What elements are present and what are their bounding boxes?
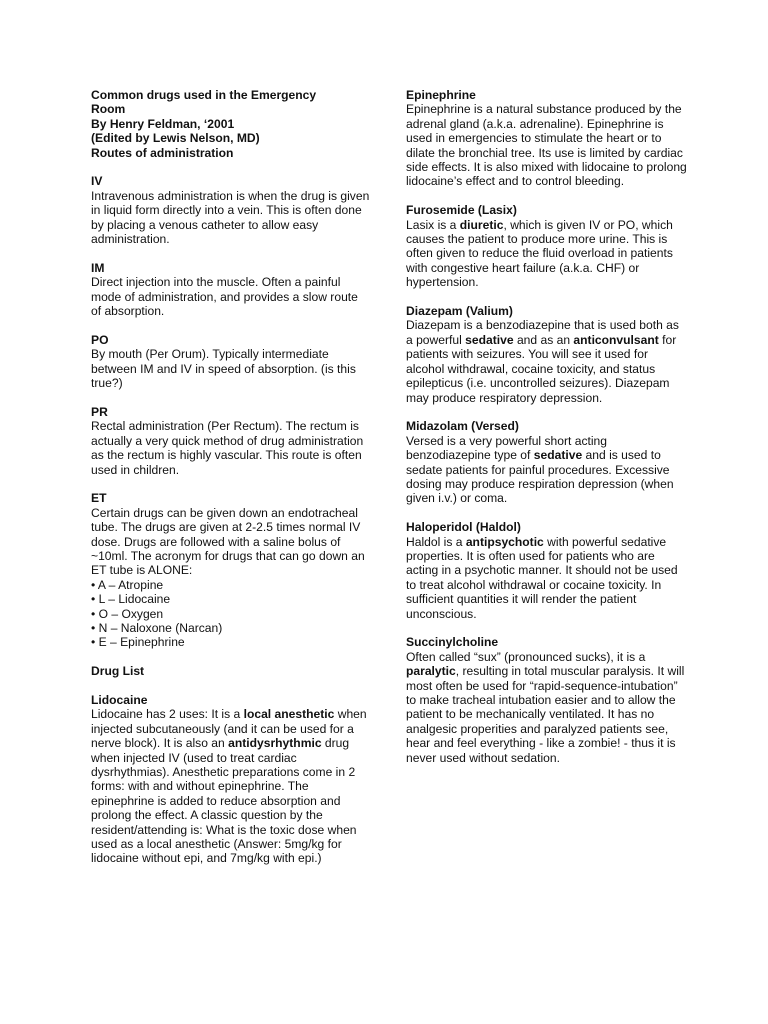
route-pr-section [91, 405, 371, 477]
bold-term: paralytic [406, 664, 456, 679]
drug-furosemide-heading: Furosemide (Lasix) [406, 203, 517, 218]
drug-epinephrine-text: Epinephrine is a natural substance produced by the adrenal gland (a.k.a. adrenaline). Epinephrine is used in emergencies to stimulate the heart or to dilate the bronchial tree. Its use is limited by cardiac side effects. It is also mixed with lidocaine to prolong lidocaine’s effect and to control bleeding. [406, 102, 687, 189]
list-item: • A – Atropine [91, 577, 164, 592]
text-run: Diazepam is a benzodiazepine that is used both as a powerful [406, 318, 679, 347]
drug-midazolam-section [406, 419, 688, 505]
text-run: , resulting in total muscular paralysis. It will most often be used for “rapid-sequence-intubation” to make tracheal intubation easier and to allow the patient to be mechanically ventilated. It has no analgesic properities and paralyzed patients see, hear and feel everything - like a zombie! - thus it is never used without sedation. [406, 664, 685, 765]
drug-lidocaine-text [91, 707, 371, 865]
route-iv-text: Intravenous administration is when the drug is given in liquid form directly into a vein. This is often done by placing a venous catheter to allow easy administration. [91, 188, 370, 247]
route-po-section [91, 333, 371, 391]
drug-midazolam-heading: Midazolam (Versed) [406, 419, 519, 434]
bold-term: antidysrhythmic [228, 736, 322, 751]
bold-term: anticonvulsant [573, 332, 659, 347]
text-run: and as an [513, 332, 574, 347]
document-title-line-1: Common drugs used in the Emergency [91, 88, 317, 102]
bold-term: diuretic [459, 217, 504, 232]
text-run: when injected subcutaneously (and it can be used for a nerve block). It is also an [91, 707, 367, 751]
list-item: • N – Naloxone (Narcan) [91, 620, 223, 635]
drug-haloperidol-text [406, 535, 688, 621]
route-iv-section [91, 174, 371, 246]
text-run: drug when injected IV (used to treat cardiac dysrhythmias). Anesthetic preparations come in 2 forms: with and without epinephrine. The epinephrine is added to reduce absorption and prolong the effect. A classic question by the resident/attending is: What is the toxic dose when used as a local anesthetic (Answer: 5mg/kg for lidocaine without epi, and 7mg/kg with epi.) [91, 736, 357, 866]
route-pr-heading: PR [91, 404, 108, 419]
drug-furosemide-text [406, 218, 688, 290]
document-title-line-2: Room [91, 102, 126, 117]
route-pr-text: Rectal administration (Per Rectum). The rectum is actually a very quick method of drug administration as the rectum is highly vascular. This route is often used in children. [91, 419, 364, 477]
right-column [406, 88, 688, 779]
drug-lidocaine-section [91, 693, 371, 866]
text-run: with powerful sedative properties. It is often used for patients who are acting in a psychotic manner. It should not be used to treat alcohol withdrawal or cocaine toxicity. In sufficient quantities it will render the patient unconscious. [406, 534, 678, 621]
drug-succinylcholine-section [406, 635, 688, 765]
list-item: • E – Epinephrine [91, 635, 185, 650]
bold-term: sedative [533, 448, 583, 463]
alone-acronym-list [91, 578, 371, 650]
section-title-routes: Routes of administration [91, 145, 234, 160]
list-item: • O – Oxygen [91, 606, 164, 621]
drug-succinylcholine-heading: Succinylcholine [406, 635, 499, 650]
text-run: for patients with seizures. You will see it used for alcohol withdrawal, cocaine toxicity, and status epilepticus (i.e. uncontrolled seizures). Diazepam may produce respiratory depression. [406, 332, 677, 405]
drug-list-heading-section [91, 664, 371, 678]
list-item: • L – Lidocaine [91, 592, 171, 607]
drug-haloperidol-heading: Haloperidol (Haldol) [406, 520, 521, 535]
drug-epinephrine-section [406, 88, 688, 189]
drug-furosemide-section [406, 203, 688, 289]
left-column [91, 88, 371, 880]
drug-diazepam-section [406, 304, 688, 405]
drug-epinephrine-heading: Epinephrine [406, 88, 476, 102]
drug-diazepam-heading: Diazepam (Valium) [406, 304, 513, 319]
drug-diazepam-text [406, 318, 688, 404]
route-et-text: Certain drugs can be given down an endotracheal tube. The drugs are given at 2-2.5 times normal IV dose. Drugs are followed with a saline bolus of ~10ml. The acronym for drugs that can go down an ET tube is ALONE: [91, 505, 365, 578]
drug-succinylcholine-text [406, 650, 688, 765]
route-po-text: By mouth (Per Orum). Typically intermediate between IM and IV in speed of absorption. (is this true?) [91, 347, 356, 391]
text-run: Haldol is a [406, 534, 466, 549]
drug-midazolam-text [406, 434, 688, 506]
route-im-section [91, 261, 371, 319]
route-po-heading: PO [91, 332, 109, 347]
text-run: , which is given IV or PO, which causes the patient to produce more urine. This is often given to reduce the fluid overload in patients with congestive heart failure (a.k.a. CHF) or hypertension. [406, 217, 673, 290]
drug-list-heading: Drug List [91, 664, 145, 679]
text-run: Lidocaine has 2 uses: It is a [91, 707, 244, 722]
bold-term: local anesthetic [243, 707, 335, 722]
document-editor: (Edited by Lewis Nelson, MD) [91, 131, 260, 146]
drug-lidocaine-heading: Lidocaine [91, 692, 148, 707]
bold-term: sedative [465, 332, 514, 347]
text-run: Often called “sux” (pronounced sucks), it is a [406, 649, 646, 664]
route-im-heading: IM [91, 260, 105, 275]
drug-haloperidol-section [406, 520, 688, 621]
text-run: Versed is a very powerful short acting benzodiazepine type of [406, 433, 607, 463]
route-et-section [91, 491, 371, 649]
bold-term: antipsychotic [465, 534, 544, 549]
route-im-text: Direct injection into the muscle. Often a painful mode of administration, and provides a slow route of absorption. [91, 275, 358, 319]
route-iv-heading: IV [91, 174, 103, 189]
text-run: and is used to sedate patients for painful procedures. Excessive dosing may produce respiration depression (when given i.v.) or coma. [406, 448, 674, 506]
document-author: By Henry Feldman, ‘2001 [91, 116, 235, 131]
text-run: Lasix is a [406, 217, 460, 232]
document-title-block [91, 88, 371, 160]
route-et-heading: ET [91, 491, 107, 506]
